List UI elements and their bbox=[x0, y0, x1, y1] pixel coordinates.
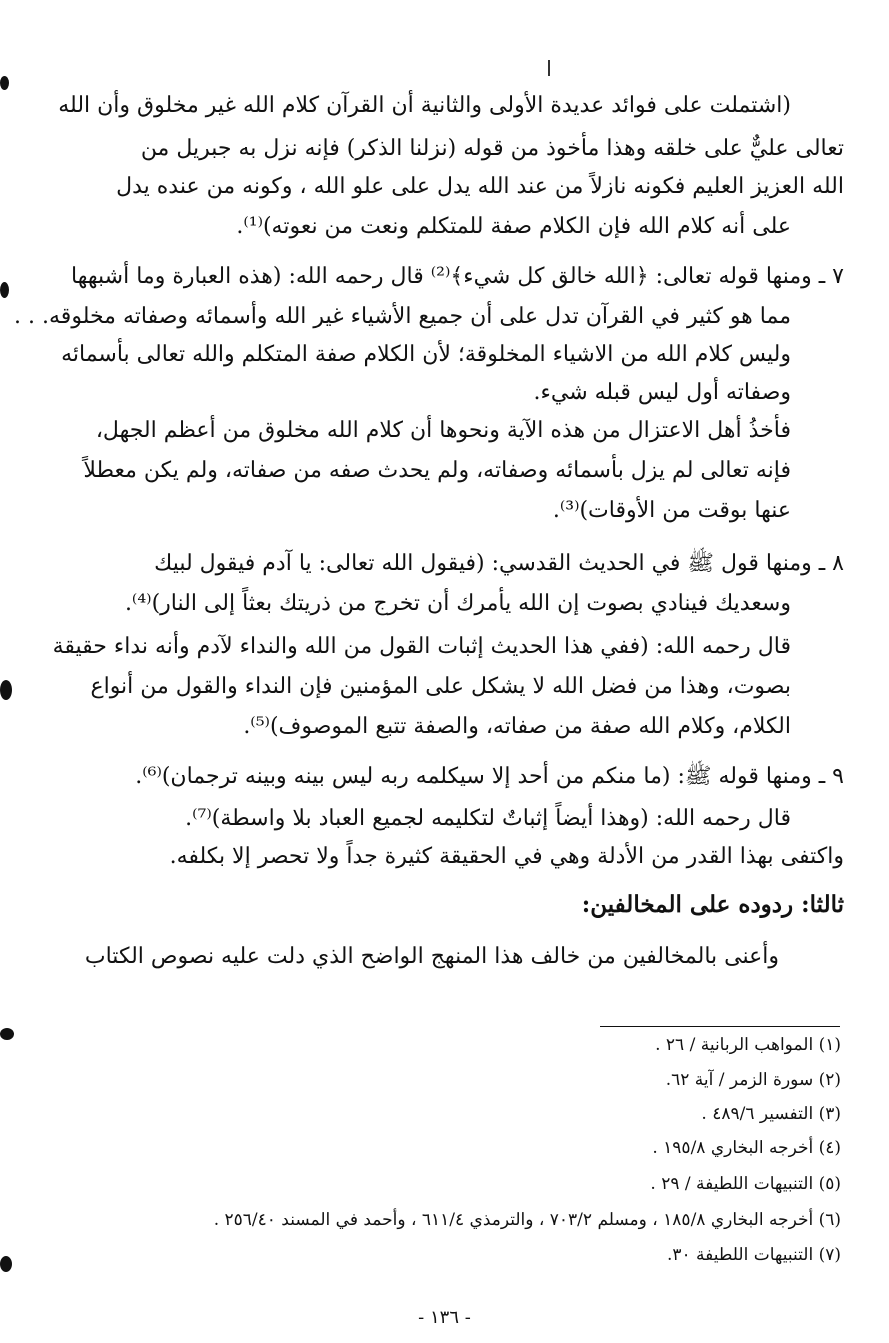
footnote: (٥) التنبيهات اللطيفة / ٢٩ . bbox=[650, 1174, 841, 1194]
scan-mark bbox=[548, 60, 550, 76]
body-line: الله العزيز العليم فكونه نازلاً من عند الله يدل على علو الله ، وكونه من عنده يدل bbox=[116, 174, 844, 199]
body-line: عنها بوقت من الأوقات)⁽³⁾. bbox=[552, 498, 791, 523]
body-line: (اشتملت على فوائد عديدة الأولى والثانية أن القرآن كلام الله غير مخلوق وأن الله bbox=[58, 93, 791, 118]
scan-mark bbox=[0, 282, 9, 298]
body-line: تعالى عليٌّ على خلقه وهذا مأخوذ من قوله (نزلنا الذكر) فإنه نزل به جبريل من bbox=[140, 136, 844, 161]
scan-mark bbox=[0, 680, 12, 700]
body-line: ٩ ـ ومنها قوله ﷺ: (ما منكم من أحد إلا سيكلمه ربه ليس بينه وبينه ترجمان)⁽⁶⁾. bbox=[135, 764, 844, 789]
body-line: بصوت، وهذا من فضل الله لا يشكل على المؤمنين فإن النداء والقول من أنواع bbox=[90, 674, 791, 699]
body-line: الكلام، وكلام الله صفة من صفاته، والصفة تتبع الموصوف)⁽⁵⁾. bbox=[243, 714, 791, 739]
scan-mark bbox=[0, 1028, 14, 1040]
footnote: (٣) التفسير ٤٨٩/٦ . bbox=[701, 1104, 841, 1124]
body-line: وسعديك فينادي بصوت إن الله يأمرك أن تخرج من ذريتك بعثاً إلى النار)⁽⁴⁾. bbox=[124, 591, 791, 616]
scan-mark bbox=[0, 76, 9, 90]
footnote: (٦) أخرجه البخاري ١٨٥/٨ ، ومسلم ٧٠٣/٢ ، والترمذي ٦١١/٤ ، وأحمد في المسند ٢٥٦/٤٠ . bbox=[213, 1210, 841, 1230]
body-line: ٨ ـ ومنها قول ﷺ في الحديث القدسي: (فيقول الله تعالى: يا آدم فيقول لبيك bbox=[154, 551, 844, 576]
body-line: قال رحمه الله: (وهذا أيضاً إثباتٌ لتكليمه لجميع العباد بلا واسطة)⁽⁷⁾. bbox=[185, 806, 791, 831]
body-line: وصفاته أول ليس قبله شيء. bbox=[533, 380, 791, 405]
footnote: (٧) التنبيهات اللطيفة ٣٠. bbox=[666, 1245, 841, 1265]
body-line: فإنه تعالى لم يزل بأسمائه وصفاته، ولم يحدث صفه من صفاته، ولم يكن معطلاً bbox=[83, 458, 791, 483]
body-line: ٧ ـ ومنها قوله تعالى: ﴿الله خالق كل شيء﴾⁽²⁾ قال رحمه الله: (هذه العبارة وما أشبهها bbox=[71, 264, 844, 289]
body-line: وليس كلام الله من الاشياء المخلوقة؛ لأن الكلام صفة المتكلم والله تعالى بأسمائه bbox=[61, 342, 791, 367]
body-line: قال رحمه الله: (ففي هذا الحديث إثبات القول من الله والنداء لآدم وأنه نداء حقيقة bbox=[52, 634, 791, 659]
body-line: واكتفى بهذا القدر من الأدلة وهي في الحقيقة كثيرة جداً ولا تحصر إلا بكلفه. bbox=[169, 844, 844, 869]
footnote: (٢) سورة الزمر / آية ٦٢. bbox=[665, 1070, 841, 1090]
footnote: (١) المواهب الربانية / ٢٦ . bbox=[655, 1035, 841, 1055]
footnote: (٤) أخرجه البخاري ١٩٥/٨ . bbox=[652, 1138, 841, 1158]
body-line: فأخذُ أهل الاعتزال من هذه الآية ونحوها أن كلام الله مخلوق من أعظم الجهل، bbox=[95, 418, 791, 443]
page-number: - ١٣٦ - bbox=[418, 1307, 471, 1328]
scan-mark bbox=[0, 1256, 12, 1272]
section-heading: ثالثا: ردوده على المخالفين: bbox=[581, 891, 844, 918]
body-line: مما هو كثير في القرآن تدل على أن جميع الأشياء غير الله وأسمائه وصفاته مخلوقه. . . bbox=[14, 304, 791, 329]
footnote-separator bbox=[600, 1026, 840, 1027]
body-line: على أنه كلام الله فإن الكلام صفة للمتكلم ونعت من نعوته)⁽¹⁾. bbox=[236, 214, 791, 239]
body-line: وأعنى بالمخالفين من خالف هذا المنهج الواضح الذي دلت عليه نصوص الكتاب bbox=[84, 944, 779, 969]
